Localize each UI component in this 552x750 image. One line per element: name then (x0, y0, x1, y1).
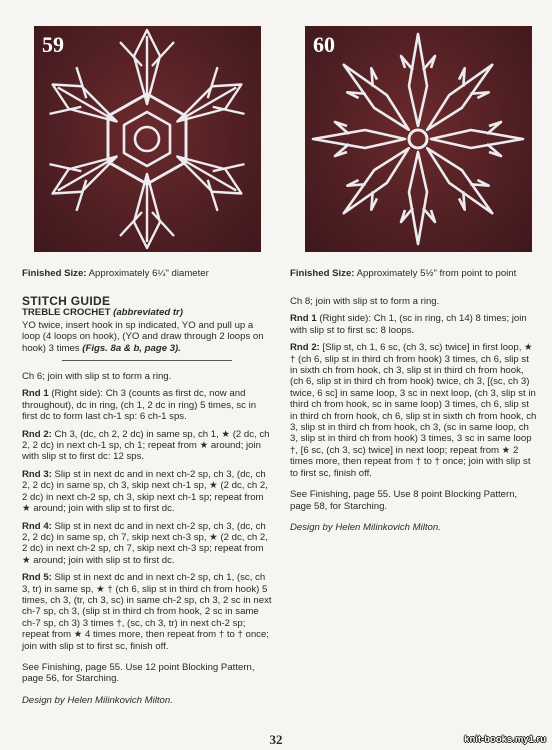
left-column (22, 296, 272, 712)
stitch-guide-figref: (Figs. 8a & b, page 3). (82, 342, 181, 354)
left-intro: Ch 6; join with slip st to form a ring. (22, 371, 172, 383)
treble-crochet-abbrev: (abbreviated tr) (110, 307, 183, 319)
stitch-guide-body (22, 320, 272, 354)
section-divider (62, 360, 232, 361)
snowflake-59-photo (34, 26, 261, 252)
left-designer-credit: Design by Helen Milinkovich Milton. (22, 694, 173, 706)
round-label: Rnd 5: (22, 572, 52, 584)
right-designer-credit: Design by Helen Milinkovich Milton. (290, 521, 441, 533)
round-text: [Slip st, ch 1, 6 sc, (ch 3, sc) twice] in first loop, ★ † (ch 6, slip st in third ch from hook) 3 times, ch 6, slip st in sixth ch from hook, ch 3, slip st in third ch from hook, (ch 6, slip st in third ch from hook) twice, ch 3, [(sc, ch 3) twice, 6 sc] in same loop, 3 sc in next loop, (ch 3, slip st in third ch from hook, sc in same loop) 3 times, ch 6, slip st in third ch from hook, ch 6, slip st in sixth ch from hook, ch 3, slip st in third ch from hook, ch 3, (sc in same loop, ch 3, slip st in third ch from hook) 3 times, 3 sc in same loop †, [6 sc, (ch 3, sc) twice] in next loop; repeat from ★ 2 times more, then repeat from † to † once; join with slip st to first sc, finish off. (290, 342, 537, 479)
right-round-2 (290, 342, 538, 479)
finished-size-value: Approximately 5½" from point to point (354, 268, 517, 279)
round-label: Rnd 4: (22, 520, 52, 532)
round-text: (Right side): Ch 3 (counts as first dc, now and throughout), dc in ring, (ch 1, 2 dc in ring) 5 times, sc in first dc to form last ch-1 sp: 6 ch-1 sps. (22, 388, 257, 423)
left-round-1 (22, 388, 272, 422)
finished-size-value: Approximately 6¼" diameter (86, 268, 209, 279)
round-text: Slip st in next dc and in next ch-2 sp, ch 1, (sc, ch 3, tr) in same sp, ★ † (ch 6, slip st in third ch from hook) 5 times, ch 3, (tr, ch 3, sc) in same ch-2 sp, ch 3, 2 sc in next ch-7 sp, ch 3, (slip st in third ch from hook, 2 sc in same ch-7 sp, ch 3) 3 times †, (sc, ch 3, tr) in next ch-2 sp; repeat from ★ 4 times more, then repeat from † to † once; join with slip st to first sc, finish off. (22, 572, 272, 652)
round-label: Rnd 2: (290, 342, 320, 354)
left-finishing: See Finishing, page 55. Use 12 point Blocking Pattern, page 56, for Starching. (22, 661, 255, 685)
round-label: Rnd 1 (22, 388, 49, 400)
finished-size-60 (290, 268, 516, 279)
right-intro: Ch 8; join with slip st to form a ring. (290, 296, 440, 307)
stitch-guide-heading: STITCH GUIDE (22, 294, 111, 308)
right-column (290, 296, 538, 539)
round-text: Ch 3, (dc, ch 2, 2 dc) in same sp, ch 1, ★ (2 dc, ch 2, 2 dc) in next ch-1 sp, ch 1; repeat from ★ around; join with slip st to first dc: 12 sps. (22, 428, 270, 463)
left-round-2 (22, 429, 272, 463)
left-round-5 (22, 572, 272, 652)
snowflake-60-image (305, 26, 532, 252)
pattern-number-59: 59 (42, 32, 64, 57)
pattern-number-60: 60 (313, 32, 335, 57)
right-finishing: See Finishing, page 55. Use 8 point Blocking Pattern, page 58, for Starching. (290, 489, 518, 512)
page-number: 32 (269, 732, 283, 747)
snowflake-59-image (34, 26, 261, 252)
finished-size-59 (22, 268, 209, 279)
stitch-guide-subheading-line (22, 307, 272, 318)
finished-size-label: Finished Size: (22, 268, 87, 279)
snowflake-60-photo (305, 26, 532, 252)
round-text: (Right side): Ch 1, (sc in ring, ch 14) 8 times; join with slip st to first sc: 8 loops. (290, 313, 527, 336)
stitch-guide-text: YO twice, insert hook in sp indicated, YO and pull up a loop (4 loops on hook), (YO and draw through 2 loops on hook) 3 times (22, 319, 264, 354)
round-label: Rnd 3: (22, 468, 52, 480)
left-round-3 (22, 469, 272, 515)
round-label: Rnd 1 (290, 313, 317, 325)
round-text: Slip st in next dc and in next ch-2 sp, ch 3, (dc, ch 2, 2 dc) in same sp, ch 3, skip next ch-1 sp, ★ (2 dc, ch 2, 2 dc) in next ch-2 sp, ch 3, skip next ch-1 sp; repeat from ★ around; join with slip st to first dc. (22, 468, 268, 515)
finished-size-label: Finished Size: (290, 268, 355, 279)
round-text: Slip st in next dc and in next ch-2 sp, ch 3, (dc, ch 2, 2 dc) in same sp, ch 7, skip next ch-3 sp, ★ (2 dc, ch 2, 2 dc) in next ch-2 sp, ch 7, skip next ch-3 sp; repeat from ★ around; join with slip st to first dc. (22, 520, 268, 566)
treble-crochet-heading: TREBLE CROCHET (22, 307, 111, 319)
round-label: Rnd 2: (22, 428, 52, 440)
right-round-1 (290, 313, 538, 336)
site-watermark: knit-books.my1.ru (464, 734, 546, 745)
left-round-4 (22, 521, 272, 567)
